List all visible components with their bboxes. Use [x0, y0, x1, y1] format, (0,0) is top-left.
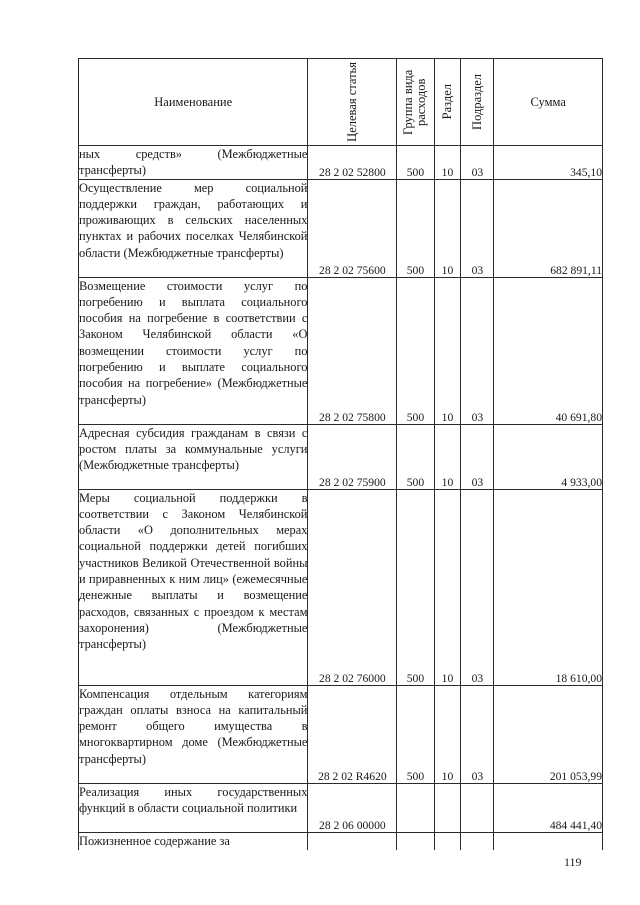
table-row [79, 277, 603, 424]
row-target: 28 2 02 75600 [308, 179, 397, 277]
row-group: 500 [397, 489, 434, 685]
row-section: 10 [434, 277, 461, 424]
table-row [79, 685, 603, 783]
row-target: 28 2 02 76000 [308, 489, 397, 685]
header-sum: Сумма [494, 59, 603, 146]
row-group [397, 832, 434, 850]
row-subsection: 03 [461, 489, 494, 685]
row-name: Реализация иных государственных функций в области социальной политики [79, 783, 308, 832]
row-sum: 345,10 [494, 146, 603, 180]
row-section: 10 [434, 489, 461, 685]
page-number: 119 [564, 855, 582, 869]
row-name: Возмещение стоимости услуг по погребению и выплата социального пособия на погребение в соответствии с Законом Челябинской области «О возмещении стоимости услуг по погребению и выплате социального пособия на погребение» (Межбюджетные трансферты) [79, 277, 308, 424]
row-target [308, 832, 397, 850]
row-name: Пожизненное содержание за [79, 832, 308, 850]
row-group: 500 [397, 424, 434, 489]
row-target: 28 2 02 52800 [308, 146, 397, 180]
row-target: 28 2 02 R4620 [308, 685, 397, 783]
row-section: 10 [434, 685, 461, 783]
row-sum: 682 891,11 [494, 179, 603, 277]
table-row [79, 179, 603, 277]
row-group: 500 [397, 179, 434, 277]
row-sum: 201 053,99 [494, 685, 603, 783]
row-subsection [461, 783, 494, 832]
table-header-row [79, 59, 603, 146]
row-section: 10 [434, 179, 461, 277]
row-name: ных средств» (Межбюджетные трансферты) [79, 147, 308, 178]
row-target: 28 2 02 75900 [308, 424, 397, 489]
header-group: Группа вида расходов [397, 59, 434, 146]
row-section: 10 [434, 424, 461, 489]
row-section: 10 [434, 146, 461, 180]
row-section [434, 832, 461, 850]
row-name: Меры социальной поддержки в соответствии с Законом Челябинской области «О дополнительных мерах социальной поддержки детей погибших участников Великой Отечественной войны и приравненных к ним лиц» (ежемесячные денежные выплаты и возмещение расходов, связанных с проездом к местам захоронения) (Межбюджетные трансферты) [79, 489, 308, 685]
table-row [79, 783, 603, 832]
row-sum [494, 832, 603, 850]
budget-table [78, 58, 603, 850]
row-group: 500 [397, 146, 434, 180]
row-subsection [461, 832, 494, 850]
row-name: Компенсация отдельным категориям граждан оплаты взноса на капитальный ремонт общего имущества в многоквартирном доме (Межбюджетные трансферты) [79, 685, 308, 783]
header-name: Наименование [79, 59, 308, 146]
row-name: Адресная субсидия гражданам в связи с ростом платы за коммунальные услуги (Межбюджетные трансферты) [79, 424, 308, 489]
table-row [79, 489, 603, 685]
row-sum: 18 610,00 [494, 489, 603, 685]
table-row [79, 424, 603, 489]
row-target: 28 2 06 00000 [308, 783, 397, 832]
row-group [397, 783, 434, 832]
table-row [79, 146, 603, 180]
row-group: 500 [397, 277, 434, 424]
table-row [79, 832, 603, 850]
row-sum: 40 691,80 [494, 277, 603, 424]
row-subsection: 03 [461, 685, 494, 783]
header-section: Раздел [434, 59, 461, 146]
row-subsection: 03 [461, 179, 494, 277]
row-subsection: 03 [461, 424, 494, 489]
row-subsection: 03 [461, 277, 494, 424]
row-sum: 4 933,00 [494, 424, 603, 489]
row-section [434, 783, 461, 832]
row-subsection: 03 [461, 146, 494, 180]
header-target: Целевая статья [308, 59, 397, 146]
row-name: Осуществление мер социальной поддержки граждан, работающих и проживающих в сельских населенных пунктах и рабочих поселках Челябинской области (Межбюджетные трансферты) [79, 179, 308, 277]
row-sum: 484 441,40 [494, 783, 603, 832]
row-group: 500 [397, 685, 434, 783]
row-target: 28 2 02 75800 [308, 277, 397, 424]
header-subsection: Подраздел [461, 59, 494, 146]
